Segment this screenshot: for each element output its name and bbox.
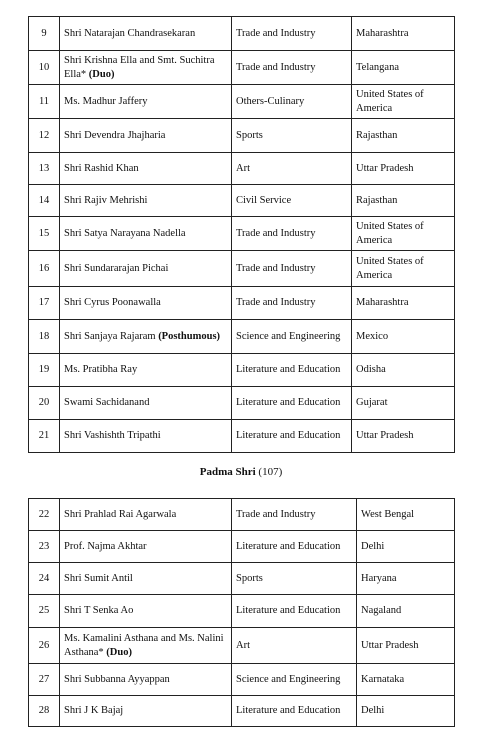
awardee-name (60, 287, 232, 320)
table-row (29, 17, 455, 51)
table-row (29, 251, 455, 287)
table-row (29, 499, 455, 531)
serial-number: 20 (29, 387, 60, 420)
awardee-name (60, 251, 232, 287)
serial-number: 19 (29, 354, 60, 387)
table-row (29, 696, 455, 727)
awardees-table-padma-bhushan (28, 16, 455, 453)
award-field: Literature and Education (232, 354, 352, 387)
table-row (29, 628, 455, 664)
serial-number: 27 (29, 664, 60, 696)
table-row (29, 185, 455, 217)
state-country: Uttar Pradesh (352, 153, 455, 185)
table-row (29, 119, 455, 153)
awardee-name-text: Shri J K Bajaj (64, 705, 124, 716)
state-country: Rajasthan (352, 185, 455, 217)
awardee-name-text: Shri Satya Narayana Nadella (64, 227, 186, 239)
awardee-name-text: Shri Vashishth Tripathi (64, 430, 161, 441)
awardee-name-text: Shri Cyrus Poonawalla (64, 297, 161, 308)
awardee-name-text: Shri Natarajan Chandrasekaran (64, 27, 196, 39)
awardee-name (60, 499, 232, 531)
state-country: United States of America (352, 85, 455, 119)
awardee-name-text: Shri Rajiv Mehrishi (64, 194, 148, 206)
serial-number: 24 (29, 563, 60, 595)
award-field: Trade and Industry (232, 287, 352, 320)
table-row (29, 595, 455, 628)
serial-number: 21 (29, 420, 60, 453)
awardee-name-text: Prof. Najma Akhtar (64, 540, 147, 552)
award-field: Sports (232, 119, 352, 153)
serial-number: 13 (29, 153, 60, 185)
state-country: Delhi (357, 531, 455, 563)
awardee-name (60, 420, 232, 453)
state-country: United States of America (352, 217, 455, 251)
section-title: Padma Shri (199, 466, 256, 478)
awardee-name-text: Swami Sachidanand (64, 397, 150, 408)
awardee-name (60, 153, 232, 185)
state-country: Mexico (352, 320, 455, 354)
awardee-name (60, 85, 232, 119)
awardee-name (60, 354, 232, 387)
state-country: Maharashtra (352, 287, 455, 320)
award-field: Literature and Education (232, 696, 357, 727)
serial-number: 16 (29, 251, 60, 287)
table-row (29, 563, 455, 595)
serial-number: 10 (29, 51, 60, 85)
awardee-name-text: Shri Krishna Ella and Smt. Suchitra Ella* (64, 54, 215, 80)
awardee-name (60, 696, 232, 727)
awardee-name (60, 185, 232, 217)
table-row (29, 664, 455, 696)
awardee-name (60, 563, 232, 595)
serial-number: 9 (29, 17, 60, 51)
award-field: Trade and Industry (232, 251, 352, 287)
awardee-name-text: Ms. Pratibha Ray (64, 364, 138, 375)
awardee-name-text: Shri Subbanna Ayyappan (64, 673, 170, 685)
table-row (29, 320, 455, 354)
state-country: Uttar Pradesh (357, 628, 455, 664)
section-heading (0, 466, 482, 478)
awardee-name (60, 320, 232, 354)
table-row (29, 217, 455, 251)
award-field: Art (232, 628, 357, 664)
state-country: Telangana (352, 51, 455, 85)
state-country: Rajasthan (352, 119, 455, 153)
serial-number: 15 (29, 217, 60, 251)
table-row (29, 420, 455, 453)
state-country: Maharashtra (352, 17, 455, 51)
serial-number: 18 (29, 320, 60, 354)
table-row (29, 85, 455, 119)
state-country: United States of America (352, 251, 455, 287)
awardees-table-padma-shri (28, 498, 455, 727)
award-field: Literature and Education (232, 387, 352, 420)
serial-number: 26 (29, 628, 60, 664)
state-country: Odisha (352, 354, 455, 387)
serial-number: 14 (29, 185, 60, 217)
state-country: Haryana (357, 563, 455, 595)
state-country: Nagaland (357, 595, 455, 628)
award-field: Art (232, 153, 352, 185)
state-country: West Bengal (357, 499, 455, 531)
state-country: Gujarat (352, 387, 455, 420)
award-field: Science and Engineering (232, 320, 352, 354)
section-count: (107) (258, 466, 283, 478)
awardee-name-text: Shri Devendra Jhajharia (64, 129, 166, 141)
awardee-name (60, 628, 232, 664)
awardee-name-note: (Duo) (106, 646, 132, 658)
serial-number: 23 (29, 531, 60, 563)
awardee-name (60, 664, 232, 696)
table-row (29, 387, 455, 420)
serial-number: 28 (29, 696, 60, 727)
table-row (29, 51, 455, 85)
award-field: Sports (232, 563, 357, 595)
award-field: Trade and Industry (232, 217, 352, 251)
awardee-name-text: Shri Prahlad Rai Agarwala (64, 508, 177, 520)
award-field: Literature and Education (232, 531, 357, 563)
award-field: Science and Engineering (232, 664, 357, 696)
award-field: Trade and Industry (232, 17, 352, 51)
awardee-name-text: Shri T Senka Ao (64, 605, 134, 616)
state-country: Karnataka (357, 664, 455, 696)
award-field: Literature and Education (232, 420, 352, 453)
awardee-name (60, 17, 232, 51)
award-field: Trade and Industry (232, 499, 357, 531)
award-field: Literature and Education (232, 595, 357, 628)
awardee-name-note: (Posthumous) (158, 330, 221, 342)
award-field: Civil Service (232, 185, 352, 217)
awardee-name-text: Shri Sundararajan Pichai (64, 262, 169, 274)
awardee-name (60, 387, 232, 420)
table-row (29, 287, 455, 320)
awardee-name-text: Shri Rashid Khan (64, 162, 139, 174)
awardee-name (60, 51, 232, 85)
serial-number: 25 (29, 595, 60, 628)
awardee-name (60, 217, 232, 251)
serial-number: 12 (29, 119, 60, 153)
awardee-name-note: (Duo) (88, 68, 115, 80)
table-row (29, 153, 455, 185)
award-field: Trade and Industry (232, 51, 352, 85)
awardee-name (60, 531, 232, 563)
awardee-name-text: Shri Sumit Antil (64, 572, 133, 584)
serial-number: 22 (29, 499, 60, 531)
state-country: Delhi (357, 696, 455, 727)
awardee-name-text: Shri Sanjaya Rajaram (64, 330, 156, 342)
table-row (29, 531, 455, 563)
table-row (29, 354, 455, 387)
awardee-name-text: Ms. Kamalini Asthana and Ms. Nalini Asthana* (64, 632, 224, 658)
awardee-name (60, 119, 232, 153)
awardee-name (60, 595, 232, 628)
award-field: Others-Culinary (232, 85, 352, 119)
awardee-name-text: Ms. Madhur Jaffery (64, 95, 148, 107)
serial-number: 11 (29, 85, 60, 119)
serial-number: 17 (29, 287, 60, 320)
state-country: Uttar Pradesh (352, 420, 455, 453)
